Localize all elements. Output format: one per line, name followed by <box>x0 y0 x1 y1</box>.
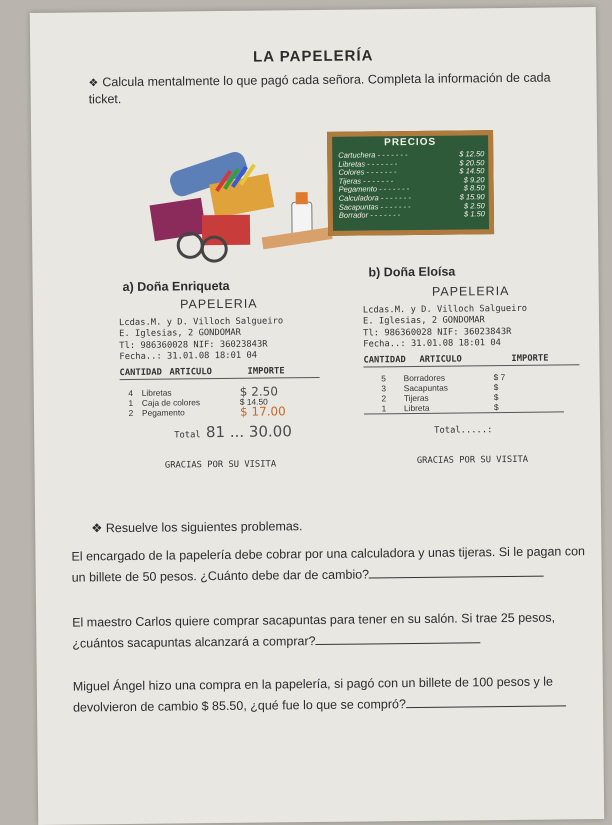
ticket-date: Fecha..: 31.01.08 18:01 04 <box>119 350 258 363</box>
problems-header <box>91 518 302 535</box>
problem-2 <box>72 607 600 655</box>
ticket-owner: Lcdas.M. y D. Villoch Salgueiro <box>362 303 528 316</box>
ticket-phone: Tl: 986360028 NIF: 36023843R <box>119 339 268 351</box>
page-title: LA PAPELERÍA <box>252 47 374 66</box>
row-amount: $ <box>493 402 499 413</box>
price-item-name: Cartuchera - - - <box>338 151 407 160</box>
ticket-address: E. Iglesias, 2 GONDOMAR <box>362 315 485 327</box>
price-item-name: Colores - - - <box>338 168 396 177</box>
instruction-text: Calcula mentalmente lo que pagó cada señora. Completa la información de cada ticket. <box>88 70 551 107</box>
ticket-total: Total.....: <box>434 425 493 436</box>
col-quantity: CANTIDAD <box>363 354 406 366</box>
ticket-address: E. Iglesias, 2 GONDOMAR <box>119 327 241 340</box>
row-article: Caja de colores <box>141 397 201 408</box>
diamond-bullet-icon: ❖ <box>88 77 99 90</box>
row-qty: 4 <box>128 387 134 398</box>
row-article: Tijeras <box>403 392 429 404</box>
total-label: Total <box>174 430 201 441</box>
total-value: 81 ... 30.00 <box>205 422 292 442</box>
row-article: Libreta <box>403 402 430 414</box>
price-item-value: $ 12.50 <box>459 149 485 159</box>
price-item-name: Calculadora - - - <box>339 194 411 203</box>
ticket-b-label: b) Doña Eloísa <box>368 264 456 280</box>
ticket-store-name: PAPELERIA <box>179 296 258 312</box>
ticket-thanks: GRACIAS POR SU VISITA <box>164 458 277 471</box>
ticket-row <box>364 401 564 414</box>
ticket-phone: Tl: 986360028 NIF: 36023843R <box>363 326 512 339</box>
price-item-value: $ 1.50 <box>463 209 485 219</box>
row-qty: 3 <box>381 383 387 394</box>
price-row <box>339 210 485 220</box>
col-amount: IMPORTE <box>511 353 549 364</box>
row-article: Pegamento <box>141 407 185 418</box>
col-article: ARTICULO <box>419 353 462 365</box>
diamond-bullet-icon: ❖ <box>91 521 103 536</box>
ticket-store-name: PAPELERIA <box>431 283 510 299</box>
price-item-name: Libretas - - - <box>338 160 397 169</box>
row-amount: $ 7 <box>493 372 506 383</box>
row-amount: $ <box>493 392 499 403</box>
price-item-value: $ 2.50 <box>463 200 485 211</box>
ticket-thanks: GRACIAS POR SU VISITA <box>416 454 529 466</box>
row-article: Borradores <box>403 372 446 384</box>
answer-line[interactable] <box>406 693 566 708</box>
row-amount: $ 17.00 <box>239 404 286 419</box>
ticket-row <box>120 406 320 418</box>
problem-text: El maestro Carlos quiere comprar sacapuntas para tener en su salón. Si trae 25 pesos, ¿cuántos sacapuntas alcanzará a comprar? <box>72 610 556 651</box>
price-item-value: $ 15.90 <box>459 192 485 202</box>
price-item-value: $ 20.50 <box>459 157 485 168</box>
price-list <box>338 150 485 220</box>
price-item-name: Borrador - - - <box>339 211 400 220</box>
price-board <box>327 130 494 236</box>
scissors-icon <box>178 233 202 257</box>
col-article: ARTICULO <box>169 366 212 378</box>
row-article: Sacapuntas <box>403 382 449 394</box>
row-qty: 5 <box>381 373 386 384</box>
price-item-name: Sacapuntas - - - <box>339 203 411 212</box>
answer-line[interactable] <box>369 564 544 579</box>
price-item-value: $ 14.50 <box>459 166 485 176</box>
row-amount: $ <box>493 382 499 393</box>
instruction <box>88 69 578 107</box>
col-amount: IMPORTE <box>247 365 285 377</box>
worksheet <box>30 7 604 825</box>
ticket-date: Fecha..: 31.01.08 18:01 04 <box>363 338 502 350</box>
row-qty: 2 <box>381 393 387 404</box>
row-qty: 2 <box>128 407 134 418</box>
problem-1 <box>71 541 599 589</box>
row-article: Libretas <box>141 387 172 398</box>
eraser-icon <box>202 215 250 246</box>
ticket-a-label: a) Doña Enriqueta <box>122 278 230 295</box>
row-qty: 1 <box>128 397 134 408</box>
price-item-name: Tijeras - - - <box>339 177 394 186</box>
problem-3 <box>73 671 601 719</box>
answer-line[interactable] <box>315 630 480 645</box>
price-item-value: $ 8.50 <box>463 183 485 193</box>
price-item-value: $ 9.20 <box>463 175 485 185</box>
row-amount: $ 14.50 <box>239 396 268 407</box>
problem-text: El encargado de la papelería debe cobrar por una calculadora y unas tijeras. Si le pagan con un billete de 50 pesos. ¿Cuánto debe dar de cambio? <box>71 544 586 585</box>
price-board-title: PRECIOS <box>384 136 437 149</box>
row-qty: 1 <box>381 403 387 414</box>
problem-text: Miguel Ángel hizo una compra en la papelería, si pagó con un billete de 100 pesos y le devolvieron de cambio $ 85.50, ¿qué fue lo que se compró? <box>72 674 554 715</box>
ticket-b <box>363 285 581 509</box>
problems-header-text: Resuelve los siguientes problemas. <box>105 519 303 536</box>
ticket-a <box>119 298 321 514</box>
ticket-owner: Lcdas.M. y D. Villoch Salgueiro <box>118 315 284 328</box>
row-amount: $ 2.50 <box>239 384 278 399</box>
ticket-total <box>120 422 320 443</box>
price-item-name: Pegamento - - - <box>339 185 410 194</box>
col-quantity: CANTIDAD <box>119 367 162 378</box>
